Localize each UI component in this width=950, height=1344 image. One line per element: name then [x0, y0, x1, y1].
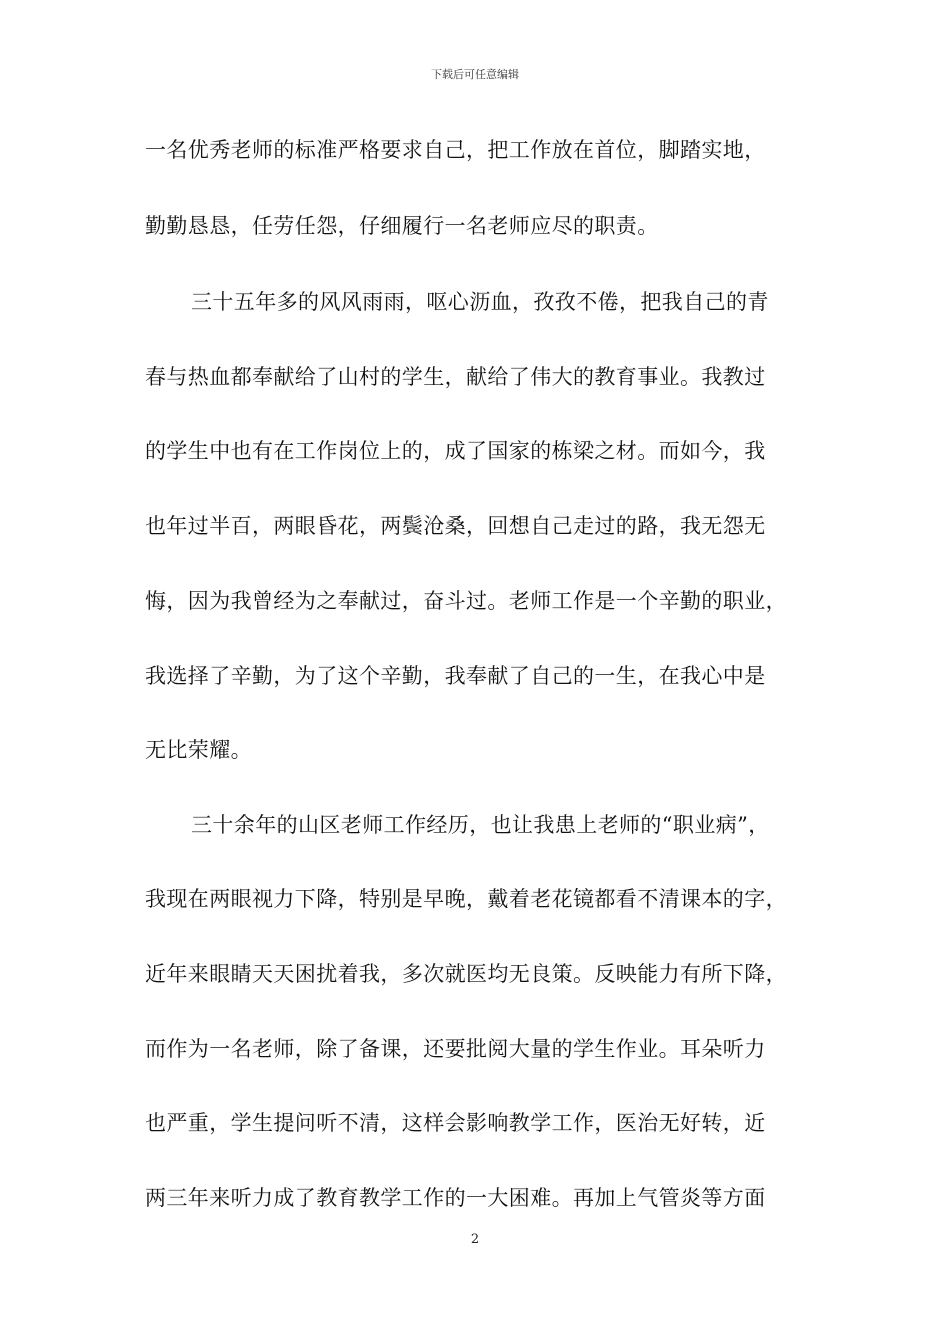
body-line: 近年来眼睛天天困扰着我，多次就医均无良策。反映能力有所下降，	[145, 962, 787, 986]
body-line: 勤勤恳恳，任劳任怨，仔细履行一名老师应尽的职责。	[145, 214, 659, 238]
page-number: 2	[470, 1232, 480, 1247]
body-line: 三十余年的山区老师工作经历，也让我患上老师的“职业病”，	[191, 813, 770, 837]
body-line: 而作为一名老师，除了备课，还要批阅大量的学生作业。耳朵听力	[145, 1037, 766, 1061]
body-line: 也年过半百，两眼昏花，两鬓沧桑，回想自己走过的路，我无怨无	[145, 514, 766, 538]
body-line: 我现在两眼视力下降，特别是早晚，戴着老花镜都看不清课本的字，	[145, 887, 787, 911]
page-header: 下载后可任意编辑	[431, 68, 519, 81]
body-line: 一名优秀老师的标准严格要求自己，把工作放在首位，脚踏实地，	[145, 138, 766, 162]
body-line: 也严重，学生提问听不清，这样会影响教学工作，医治无好转，近	[145, 1111, 766, 1135]
body-line: 我选择了辛勤，为了这个辛勤，我奉献了自己的一生，在我心中是	[145, 664, 766, 688]
body-line: 三十五年多的风风雨雨，呕心沥血，孜孜不倦，把我自己的青	[191, 290, 769, 314]
body-line: 无比荣耀。	[145, 738, 252, 762]
body-line: 春与热血都奉献给了山村的学生，献给了伟大的教育事业。我教过	[145, 365, 766, 389]
body-line: 悔，因为我曾经为之奉献过，奋斗过。老师工作是一个辛勤的职业，	[145, 589, 787, 613]
body-line: 的学生中也有在工作岗位上的，成了国家的栋梁之材。而如今，我	[145, 439, 766, 463]
body-line: 两三年来听力成了教育教学工作的一大困难。再加上气管炎等方面	[145, 1186, 766, 1210]
